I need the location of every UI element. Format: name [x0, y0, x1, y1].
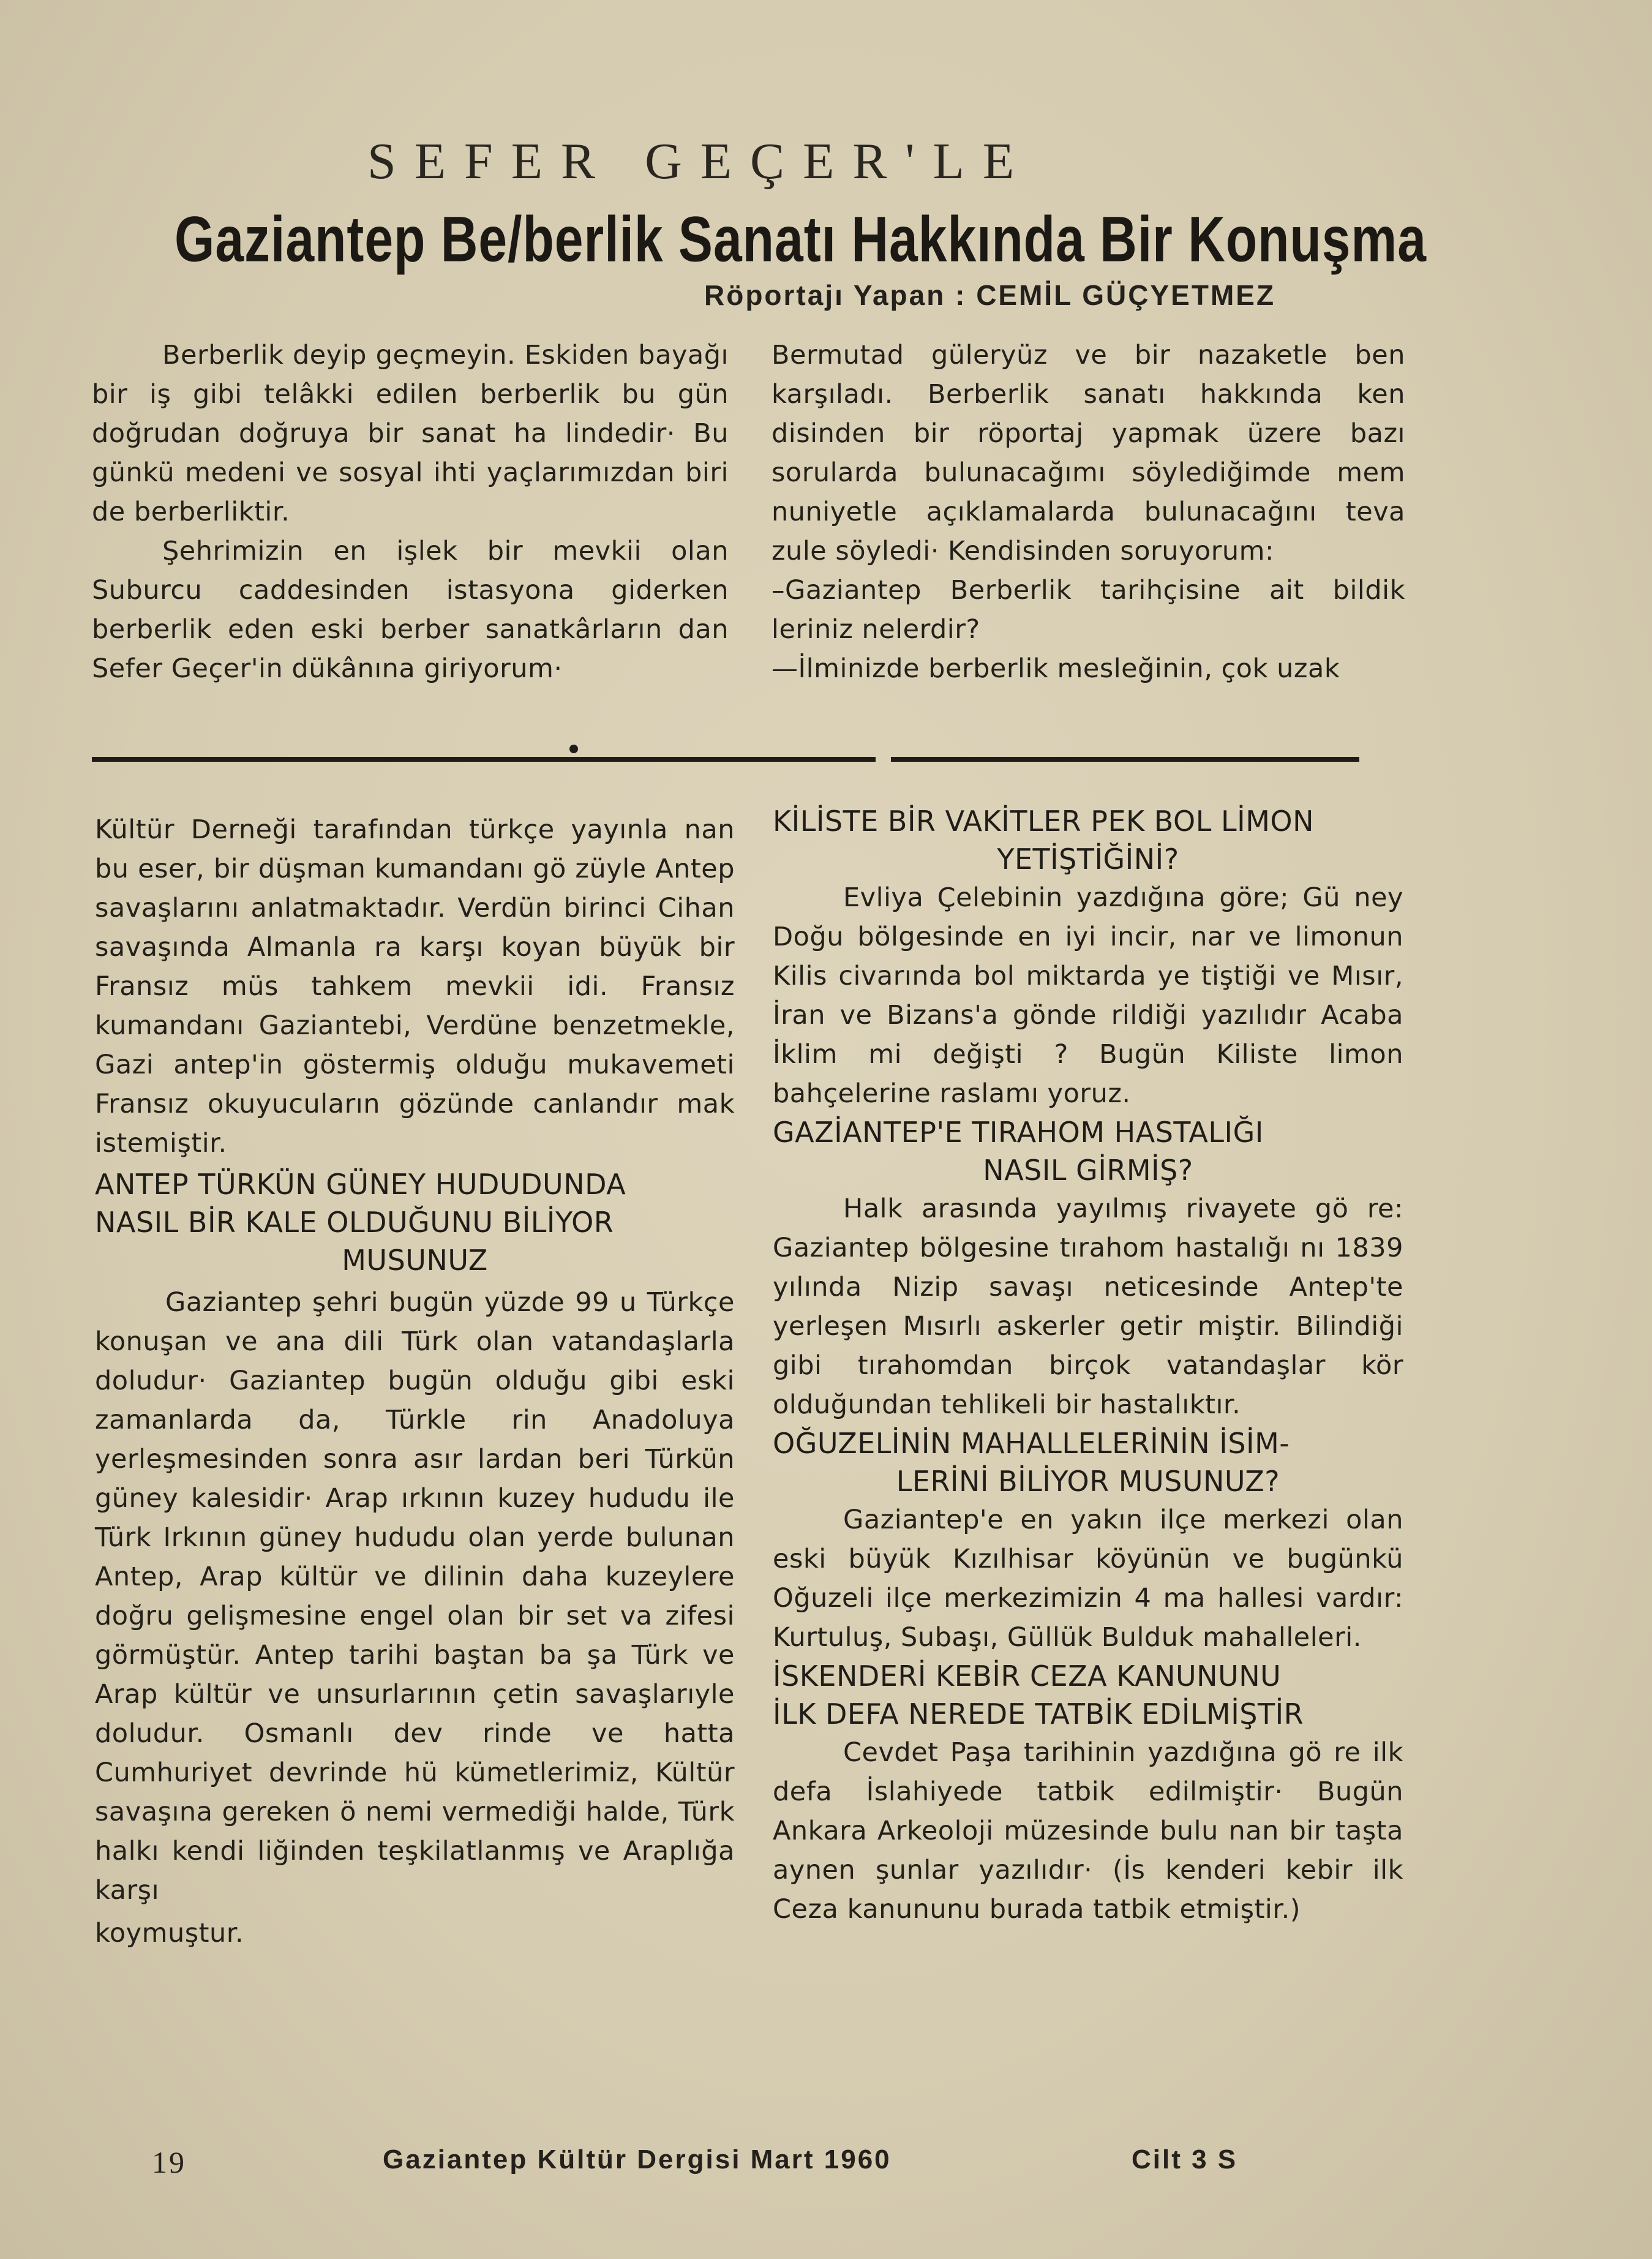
- section-heading: [95, 1165, 735, 1279]
- body-column-right: [773, 802, 1403, 1929]
- heading-line: NASIL BİR KALE OLDUĞUNU BİLİYOR: [95, 1206, 614, 1239]
- interview-answer: —İlminizde berberlik mesleğinin, çok uzak: [772, 653, 1340, 684]
- heading-line: ANTEP TÜRKÜN GÜNEY HUDUDUNDA: [95, 1168, 626, 1201]
- heading-line: LERİNİ BİLİYOR MUSUNUZ?: [896, 1465, 1280, 1498]
- heading-line: İSKENDERİ KEBİR CEZA KANUNUNU: [773, 1659, 1282, 1693]
- section-divider-left: [92, 757, 876, 762]
- intro-paragraph: Bermutad güleryüz ve bir nazaketle ben karşıladı. Berberlik sanatı hakkında ken disinden bir röportaj yapmak üzere bazı sorularda bulunacağımı söylediğimde mem nuniyetle açıklamalarda bulunacağını teva zule söyledi· Kendisinden soruyorum:: [772, 340, 1405, 566]
- section-paragraph: Evliya Çelebinin yazdığına göre; Gü ney Doğu bölgesinde en iyi incir, nar ve limonun Kilis civarında bol miktarda ye tiştiği ve Mısır, İran ve Bizans'a gönde rildiği yazılıdır Acaba İklim mi değişti ? Bugün Kiliste limon bahçelerine raslamı yoruz.: [773, 882, 1403, 1109]
- section-heading: [773, 802, 1403, 878]
- section-paragraph: Cevdet Paşa tarihinin yazdığına gö re ilk defa İslahiyede tatbik edilmiştir· Bugün Ankara Arkeoloji müzesinde bulu nan bir taşta aynen şunlar yazılıdır· (İs kenderi kebir ilk Ceza kanununu burada tatbik etmiştir.): [773, 1737, 1403, 1925]
- magazine-footer: Gaziantep Kültür Dergisi Mart 1960: [383, 2144, 892, 2174]
- heading-line: İLK DEFA NEREDE TATBİK EDİLMİŞTİR: [773, 1697, 1304, 1731]
- volume-footer: Cilt 3 S: [1132, 2144, 1238, 2174]
- section-heading: [773, 1657, 1403, 1733]
- heading-line: NASIL GİRMİŞ?: [983, 1154, 1193, 1187]
- intro-column-left: [92, 336, 729, 688]
- article-byline: Röportajı Yapan : CEMİL GÜÇYETMEZ: [704, 279, 1276, 311]
- section-paragraph-end: koymuştur.: [95, 1918, 244, 1949]
- section-heading: [773, 1424, 1403, 1500]
- heading-line: MUSUNUZ: [342, 1244, 488, 1277]
- article-kicker: SEFER GEÇER'LE: [367, 133, 1033, 190]
- intro-column-right: [772, 336, 1405, 688]
- heading-line: GAZİANTEP'E TIRAHOM HASTALIĞI: [773, 1116, 1264, 1149]
- section-divider-right: [891, 757, 1359, 762]
- intro-paragraph: Şehrimizin en işlek bir mevkii olan Suburcu caddesinden istasyona giderken berberlik eden eski berber sanatkârların dan Sefer Geçer'in dükânına giriyorum·: [92, 536, 729, 684]
- heading-line: YETİŞTİĞİNİ?: [997, 843, 1179, 876]
- article-title: Gaziantep Be/berlik Sanatı Hakkında Bir Konuşma: [175, 203, 1427, 275]
- body-column-left: [95, 810, 735, 1953]
- interview-question: –Gaziantep Berberlik tarihçisine ait bildik leriniz nelerdir?: [772, 575, 1405, 645]
- heading-line: KİLİSTE BİR VAKİTLER PEK BOL LİMON: [773, 805, 1315, 838]
- section-heading: [773, 1113, 1403, 1189]
- section-paragraph: Gaziantep şehri bugün yüzde 99 u Türkçe konuşan ve ana dili Türk olan vatandaşlarla doludur· Gaziantep bugün olduğu gibi eski zamanlarda da, Türkle rin Anadoluya yerleşmesinden sonra asır lardan beri Türkün güney kalesidir· Arap ırkının kuzey hududu ile Türk Irkının güney hududu olan yerde bulunan Antep, Arap kültür ve dilinin daha kuzeylere doğru gelişmesine engel olan bir set va zifesi görmüştür. Antep tarihi baştan ba şa Türk ve Arap kültür ve unsurlarının çetin savaşlarıyle doludur. Osmanlı dev rinde ve hatta Cumhuriyet devrinde hü kümetlerimiz, Kültür savaşına gereken ö nemi vermediği halde, Türk halkı kendi liğinden teşkilatlanmış ve Araplığa karşı: [95, 1287, 735, 1906]
- heading-line: OĞUZELİNİN MAHALLELERİNİN İSİM-: [773, 1427, 1290, 1460]
- continued-paragraph: Kültür Derneği tarafından türkçe yayınla nan bu eser, bir düşman kumandanı gö züyle Antep savaşlarını anlatmaktadır. Verdün birinci Cihan savaşında Almanla ra karşı koyan büyük bir Fransız müs tahkem mevkii idi. Fransız kumandanı Gaziantebi, Verdüne benzetmekle, Gazi antep'in göstermiş olduğu mukavemeti Fransız okuyucuların gözünde canlandır mak istemiştir.: [95, 814, 735, 1159]
- divider-dot: [569, 745, 578, 753]
- section-paragraph: Halk arasında yayılmış rivayete gö re: Gaziantep bölgesine tırahom hastalığı nı 1839 yılında Nizip savaşı neticesinde Antep'te yerleşen Mısırlı askerler getir miştir. Bilindiği gibi tırahomdan birçok vatandaşlar kör olduğundan tehlikeli bir hastalıktır.: [773, 1193, 1403, 1420]
- page-number: 19: [152, 2145, 186, 2179]
- section-paragraph: Gaziantep'e en yakın ilçe merkezi olan eski büyük Kızılhisar köyünün ve bugünkü Oğuzeli ilçe merkezimizin 4 ma hallesi vardır: Kurtuluş, Subaşı, Güllük Bulduk mahalleleri.: [773, 1505, 1403, 1653]
- intro-paragraph: Berberlik deyip geçmeyin. Eskiden bayağı bir iş gibi telâkki edilen berberlik bu gün doğrudan doğruya bir sanat ha lindedir· Bu günkü medeni ve sosyal ihti yaçlarımızdan biri de berberliktir.: [92, 340, 729, 527]
